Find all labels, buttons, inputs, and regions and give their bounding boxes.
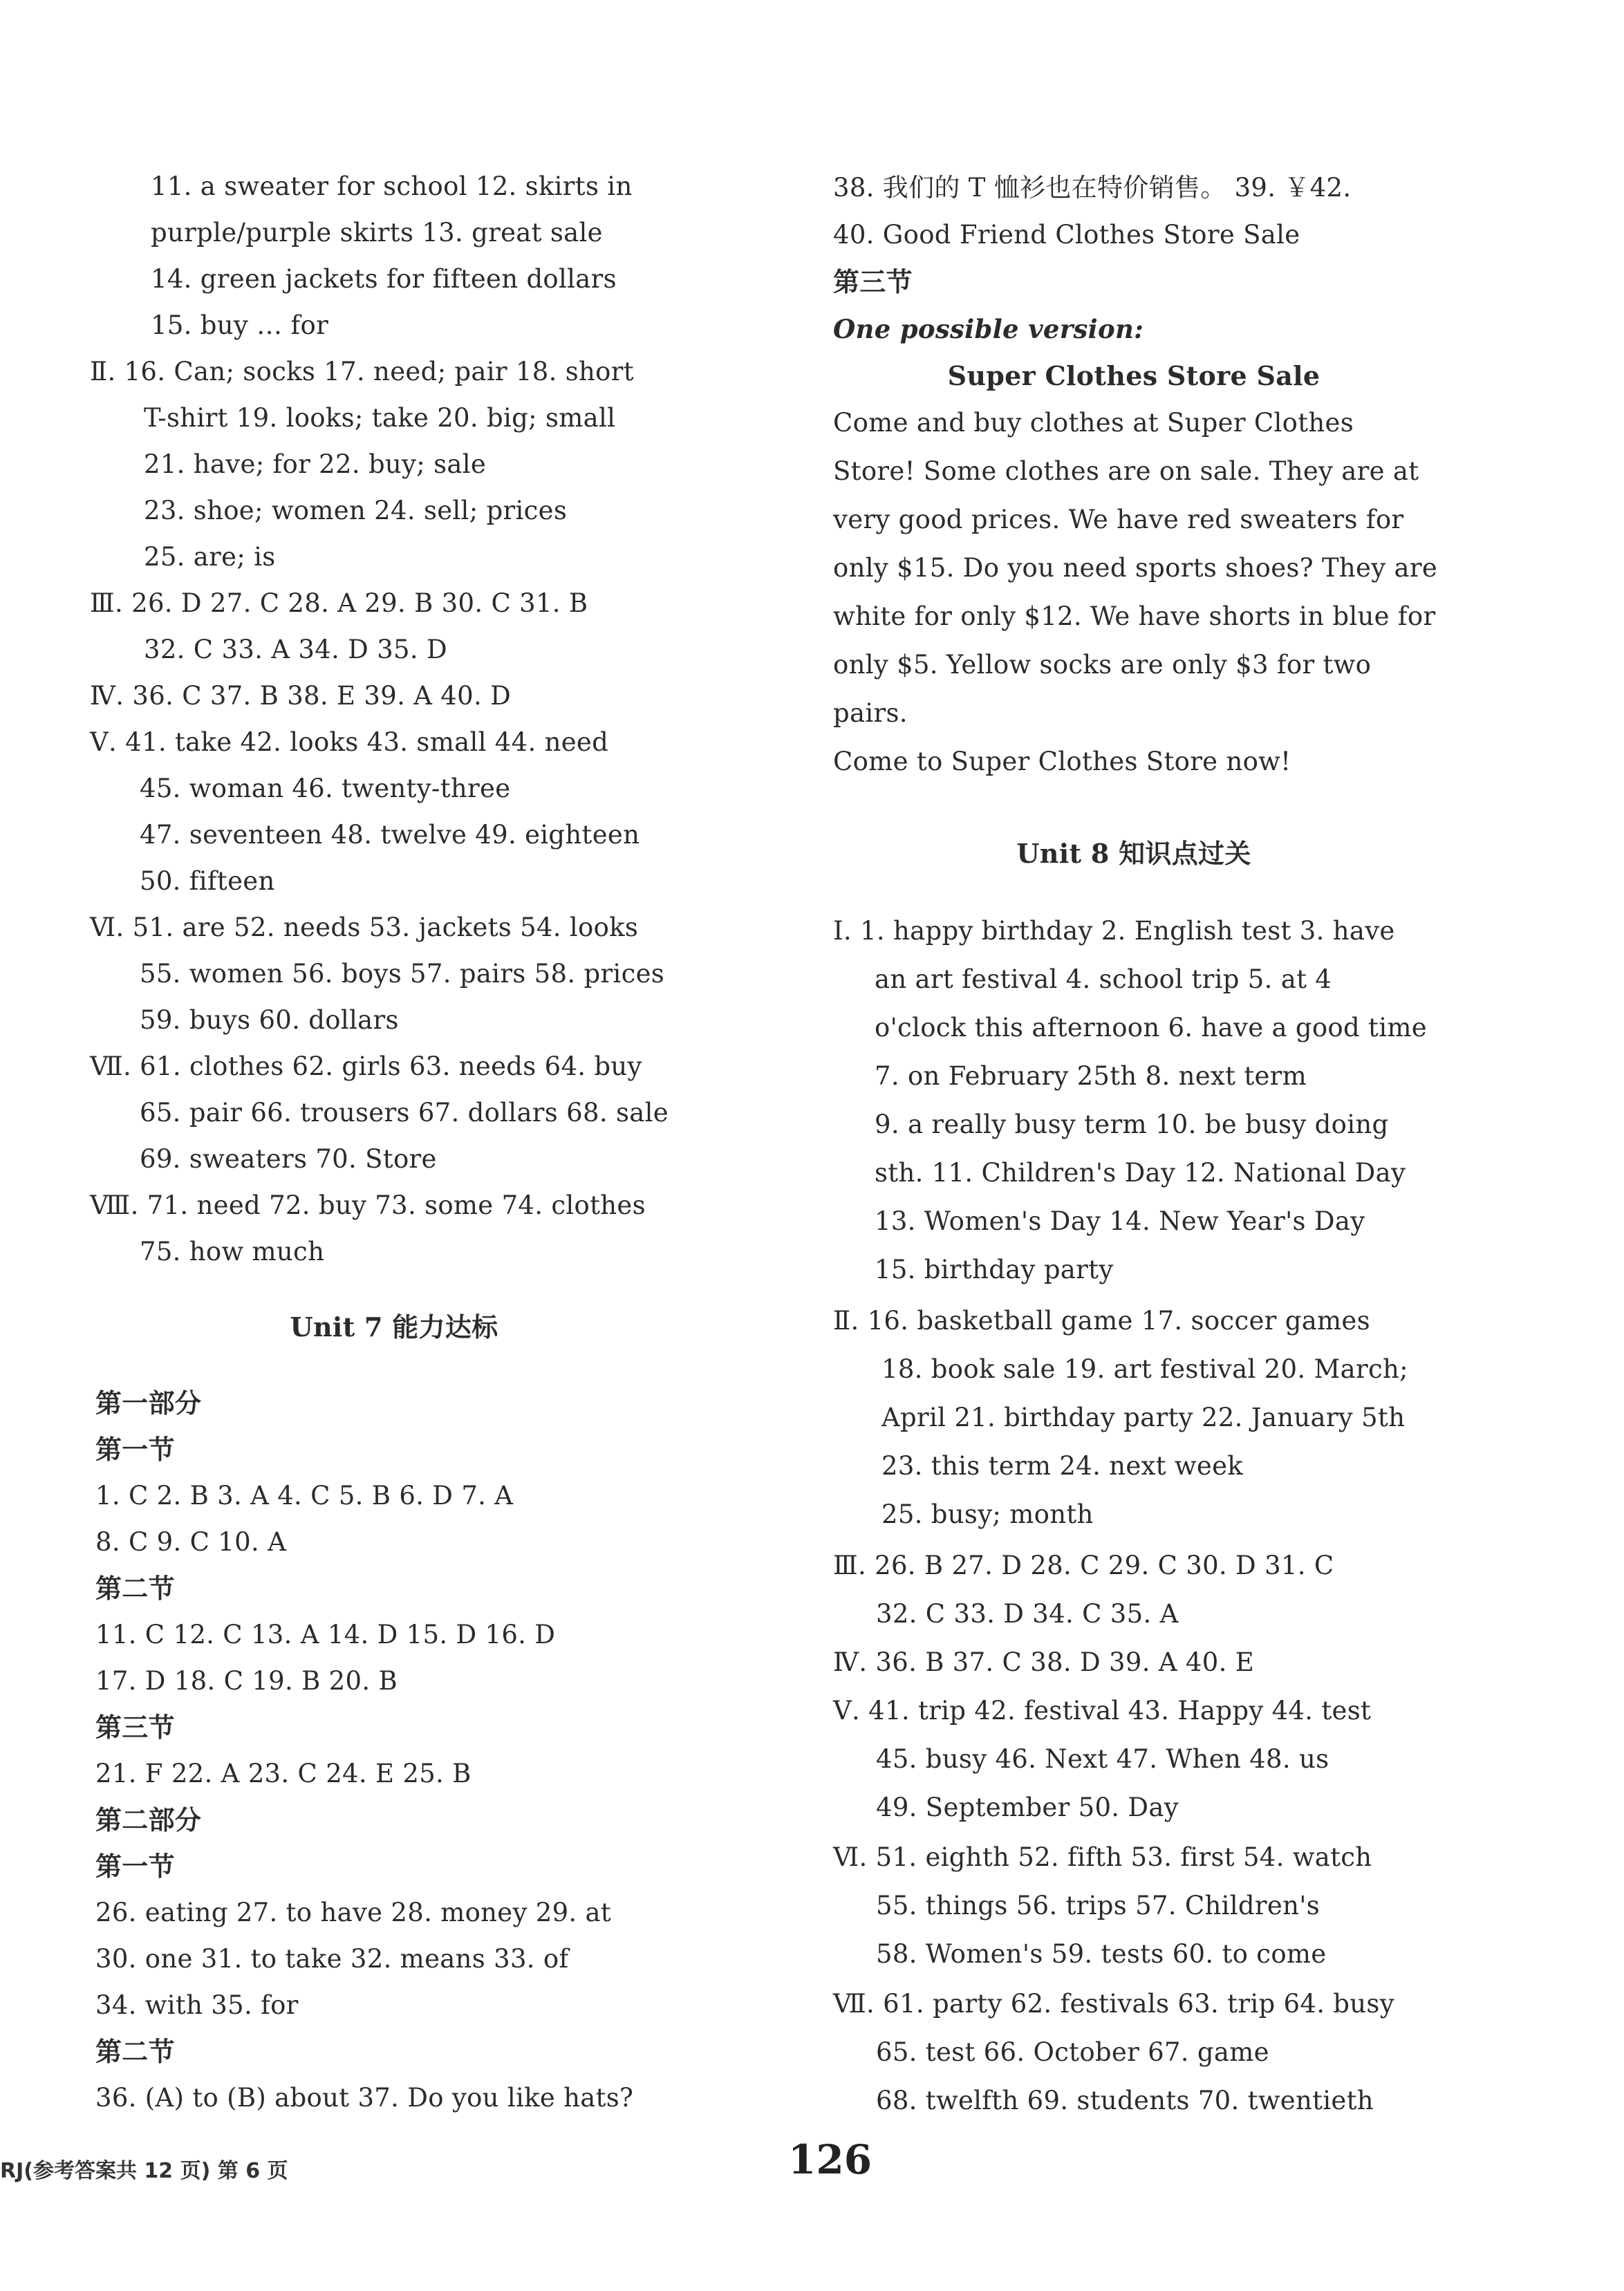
answer-line: 45. busy 46. Next 47. When 48. us	[876, 1744, 1329, 1774]
essay-line: very good prices. We have red sweaters for	[833, 505, 1404, 534]
answer-line: 59. buys 60. dollars	[140, 1005, 399, 1035]
answer-line: Ⅶ. 61. clothes 62. girls 63. needs 64. buy	[90, 1051, 642, 1081]
answer-line: Ⅲ. 26. B 27. D 28. C 29. C 30. D 31. C	[833, 1551, 1334, 1580]
subsection-heading: 第二节	[95, 1573, 175, 1604]
answer-line: 65. test 66. October 67. game	[876, 2037, 1269, 2067]
subsection-heading: 第一部分	[95, 1387, 202, 1419]
subsection-heading: 第一节	[95, 1434, 175, 1465]
answer-line: 25. are; is	[144, 542, 276, 572]
answer-line: Ⅱ. 16. Can; socks 17. need; pair 18. short	[90, 357, 634, 386]
answer-line: o'clock this afternoon 6. have a good time	[875, 1013, 1427, 1042]
answer-line: 14. green jackets for fifteen dollars	[151, 264, 617, 294]
answer-line: 15. birthday party	[875, 1255, 1114, 1284]
answer-line: 21. F 22. A 23. C 24. E 25. B	[95, 1759, 472, 1788]
subsection-heading: 第一节	[95, 1851, 175, 1882]
answer-line: Ⅰ. 1. happy birthday 2. English test 3. have	[833, 916, 1395, 946]
essay-line: only $5. Yellow socks are only $3 for two	[833, 650, 1372, 680]
answer-line: 13. Women's Day 14. New Year's Day	[875, 1206, 1365, 1236]
answer-line: Ⅳ. 36. B 37. C 38. D 39. A 40. E	[833, 1647, 1255, 1677]
answer-line: Ⅶ. 61. party 62. festivals 63. trip 64. busy	[833, 1989, 1394, 2019]
answer-line: 36. (A) to (B) about 37. Do you like hats?	[95, 2083, 634, 2113]
answer-line: 50. fifteen	[140, 866, 275, 896]
answer-line: 69. sweaters 70. Store	[140, 1144, 437, 1174]
essay-line: pairs.	[833, 698, 908, 728]
answer-line: 49. September 50. Day	[876, 1793, 1179, 1822]
essay-title: Super Clothes Store Sale	[947, 360, 1320, 391]
answer-line: April 21. birthday party 22. January 5th	[881, 1403, 1406, 1432]
answer-line: 47. seventeen 48. twelve 49. eighteen	[140, 820, 640, 850]
answer-line: Ⅱ. 16. basketball game 17. soccer games	[833, 1306, 1370, 1336]
answer-line: 32. C 33. D 34. C 35. A	[876, 1599, 1179, 1629]
answer-line: Ⅳ. 36. C 37. B 38. E 39. A 40. D	[90, 681, 512, 711]
answer-line: 11. C 12. C 13. A 14. D 15. D 16. D	[95, 1620, 556, 1649]
subsection-heading: 第三节	[95, 1712, 175, 1743]
answer-line: 23. this term 24. next week	[881, 1451, 1243, 1481]
answer-line: 58. Women's 59. tests 60. to come	[876, 1939, 1327, 1969]
answer-line: 55. things 56. trips 57. Children's	[876, 1891, 1320, 1920]
footer-info: RJ(参考答案共 12 页) 第 6 页	[0, 2159, 288, 2183]
answer-line: 1. C 2. B 3. A 4. C 5. B 6. D 7. A	[95, 1481, 514, 1511]
answer-line: an art festival 4. school trip 5. at 4	[875, 964, 1332, 994]
answer-line: sth. 11. Children's Day 12. National Day	[875, 1158, 1406, 1188]
answer-line: purple/purple skirts 13. great sale	[151, 218, 603, 247]
essay-line: Come to Super Clothes Store now!	[833, 747, 1291, 776]
answer-line: 65. pair 66. trousers 67. dollars 68. sale	[140, 1098, 669, 1128]
answer-line: 7. on February 25th 8. next term	[875, 1061, 1307, 1091]
answer-line: 26. eating 27. to have 28. money 29. at	[95, 1898, 612, 1927]
answer-line: Ⅵ. 51. eighth 52. fifth 53. first 54. watch	[833, 1842, 1372, 1872]
answer-line: 8. C 9. C 10. A	[95, 1527, 287, 1557]
answer-line: 11. a sweater for school 12. skirts in	[151, 171, 633, 201]
answer-line: Ⅴ. 41. take 42. looks 43. small 44. need	[90, 727, 609, 757]
answer-line: 34. with 35. for	[95, 1990, 299, 2020]
version-label: One possible version:	[833, 314, 1144, 344]
answer-line: Ⅲ. 26. D 27. C 28. A 29. B 30. C 31. B	[90, 588, 588, 618]
answer-line: 30. one 31. to take 32. means 33. of	[95, 1944, 569, 1974]
answer-line: 40. Good Friend Clothes Store Sale	[833, 220, 1300, 250]
section-title: Unit 8 知识点过关	[1016, 838, 1251, 869]
section-title: Unit 7 能力达标	[290, 1311, 498, 1343]
answer-line: 23. shoe; women 24. sell; prices	[144, 496, 568, 525]
answer-line: 18. book sale 19. art festival 20. March;	[881, 1354, 1408, 1384]
essay-line: Store! Some clothes are on sale. They are at	[833, 456, 1419, 486]
essay-line: Come and buy clothes at Super Clothes	[833, 408, 1354, 438]
answer-line: 9. a really busy term 10. be busy doing	[875, 1110, 1389, 1139]
answer-line: 32. C 33. A 34. D 35. D	[144, 635, 447, 664]
answer-line: 25. busy; month	[881, 1499, 1094, 1529]
answer-line: Ⅴ. 41. trip 42. festival 43. Happy 44. test	[833, 1696, 1372, 1726]
answer-line: 45. woman 46. twenty-three	[140, 774, 511, 803]
answer-line: T-shirt 19. looks; take 20. big; small	[144, 403, 616, 433]
essay-line: white for only $12. We have shorts in blue for	[833, 601, 1436, 631]
page-number: 126	[788, 2136, 872, 2183]
answer-line: 21. have; for 22. buy; sale	[144, 449, 487, 479]
answer-line: 17. D 18. C 19. B 20. B	[95, 1666, 398, 1696]
answer-line: Ⅷ. 71. need 72. buy 73. some 74. clothes	[90, 1190, 646, 1220]
answer-line: 15. buy … for	[151, 310, 329, 340]
answer-line: 68. twelfth 69. students 70. twentieth	[876, 2086, 1374, 2115]
subsection-heading: 第三节	[833, 266, 913, 297]
answer-line: 38. 我们的 T 恤衫也在特价销售。 39. ￥42.	[833, 173, 1352, 203]
subsection-heading: 第二节	[95, 2036, 175, 2067]
subsection-heading: 第二部分	[95, 1804, 202, 1835]
answer-line: 75. how much	[140, 1237, 325, 1266]
answer-line: 55. women 56. boys 57. pairs 58. prices	[140, 959, 665, 989]
essay-line: only $15. Do you need sports shoes? They are	[833, 553, 1438, 583]
answer-line: Ⅵ. 51. are 52. needs 53. jackets 54. looks	[90, 913, 639, 942]
